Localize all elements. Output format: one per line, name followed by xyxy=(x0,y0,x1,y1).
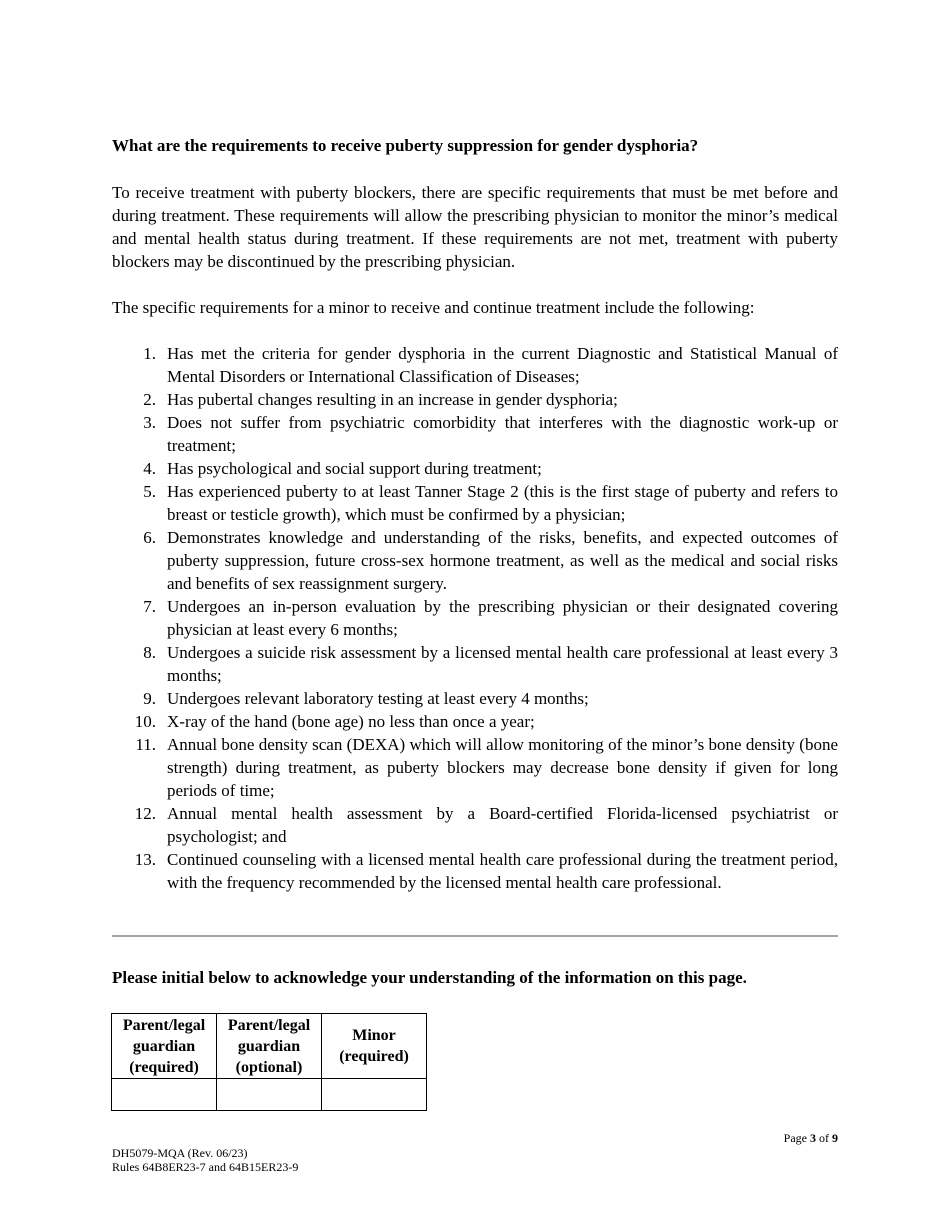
list-item xyxy=(112,388,838,411)
acknowledge-instruction: Please initial below to acknowledge your understanding of the information on this page. xyxy=(112,968,747,987)
list-item xyxy=(112,480,838,526)
rules-reference: Rules 64B8ER23-7 and 64B15ER23-9 xyxy=(112,1160,299,1174)
list-item-text: Continued counseling with a licensed mental health care professional during the treatment period, with the frequency recommended by the licensed mental health care professional. xyxy=(167,850,838,892)
form-id: DH5079-MQA (Rev. 06/23) xyxy=(112,1146,248,1160)
page-prefix: Page xyxy=(783,1131,807,1145)
list-item-number: 12. xyxy=(134,804,156,823)
footer xyxy=(112,1146,298,1174)
header-minor-required: Minor (required) xyxy=(322,1014,427,1079)
header-parent-optional: Parent/legal guardian (optional) xyxy=(217,1014,322,1079)
list-item-text: X-ray of the hand (bone age) no less than once a year; xyxy=(167,712,535,731)
list-item-text: Has met the criteria for gender dysphoria in the current Diagnostic and Statistical Manual of Mental Disorders or International Classification of Diseases; xyxy=(167,344,838,386)
list-item xyxy=(112,848,838,894)
list-item xyxy=(112,595,838,641)
list-item-text: Undergoes relevant laboratory testing at least every 4 months; xyxy=(167,689,589,708)
list-item-number: 3. xyxy=(143,413,156,432)
initials-field-minor-required[interactable] xyxy=(322,1079,427,1111)
list-item-text: Undergoes a suicide risk assessment by a licensed mental health care professional at least every 3 months; xyxy=(167,643,838,685)
section-heading: What are the requirements to receive puberty suppression for gender dysphoria? xyxy=(112,136,699,155)
list-item-number: 4. xyxy=(143,459,156,478)
list-item xyxy=(112,342,838,388)
intro-paragraph: To receive treatment with puberty blockers, there are specific requirements that must be met before and during treatment. These requirements will allow the prescribing physician to monitor the minor’s medical and mental health status during treatment. If these requirements are not met, treatment with puberty blockers may be discontinued by the prescribing physician. xyxy=(112,183,838,271)
list-item xyxy=(112,687,838,710)
initials-entry-row xyxy=(112,1079,427,1111)
list-item xyxy=(112,457,838,480)
section-divider xyxy=(112,935,838,937)
list-item xyxy=(112,710,838,733)
initials-header-row xyxy=(112,1014,427,1079)
initials-field-parent-optional[interactable] xyxy=(217,1079,322,1111)
list-item-number: 7. xyxy=(143,597,156,616)
list-item-text: Annual bone density scan (DEXA) which will allow monitoring of the minor’s bone density (bone strength) during treatment, as puberty blockers may decrease bone density if given for long periods of time; xyxy=(167,735,838,800)
list-item-text: Annual mental health assessment by a Board-certified Florida-licensed psychiatrist or psychologist; and xyxy=(167,804,838,846)
list-item-number: 8. xyxy=(143,643,156,662)
page-separator: of xyxy=(819,1131,829,1145)
list-item xyxy=(112,641,838,687)
header-parent-required: Parent/legal guardian (required) xyxy=(112,1014,217,1079)
list-item xyxy=(112,733,838,802)
initials-field-parent-required[interactable] xyxy=(112,1079,217,1111)
list-item-text: Does not suffer from psychiatric comorbidity that interferes with the diagnostic work-up or treatment; xyxy=(167,413,838,455)
list-item-number: 5. xyxy=(143,482,156,501)
list-item-text: Undergoes an in-person evaluation by the prescribing physician or their designated covering physician at least every 6 months; xyxy=(167,597,838,639)
list-item-number: 10. xyxy=(134,712,156,731)
list-item-number: 13. xyxy=(134,850,156,869)
list-item-number: 6. xyxy=(143,528,156,547)
initials-table xyxy=(111,1013,427,1111)
list-item-number: 1. xyxy=(143,344,156,363)
list-item-number: 2. xyxy=(143,390,156,409)
list-item-number: 9. xyxy=(143,689,156,708)
page-current: 3 xyxy=(810,1131,816,1145)
list-item-text: Has experienced puberty to at least Tanner Stage 2 (this is the first stage of puberty and refers to breast or testicle growth), which must be confirmed by a physician; xyxy=(167,482,838,524)
list-item xyxy=(112,526,838,595)
list-item-text: Has psychological and social support during treatment; xyxy=(167,459,542,478)
requirements-list xyxy=(112,342,838,894)
list-item xyxy=(112,411,838,457)
list-item-number: 11. xyxy=(135,735,156,754)
list-item-text: Demonstrates knowledge and understanding of the risks, benefits, and expected outcomes of puberty suppression, future cross-sex hormone treatment, as well as the medical and social risks and benefits of sex reassignment surgery. xyxy=(167,528,838,593)
page-number xyxy=(784,1131,838,1145)
requirements-lead-in: The specific requirements for a minor to receive and continue treatment include the following: xyxy=(112,298,755,317)
list-item xyxy=(112,802,838,848)
page-total: 9 xyxy=(832,1131,838,1145)
list-item-text: Has pubertal changes resulting in an increase in gender dysphoria; xyxy=(167,390,618,409)
